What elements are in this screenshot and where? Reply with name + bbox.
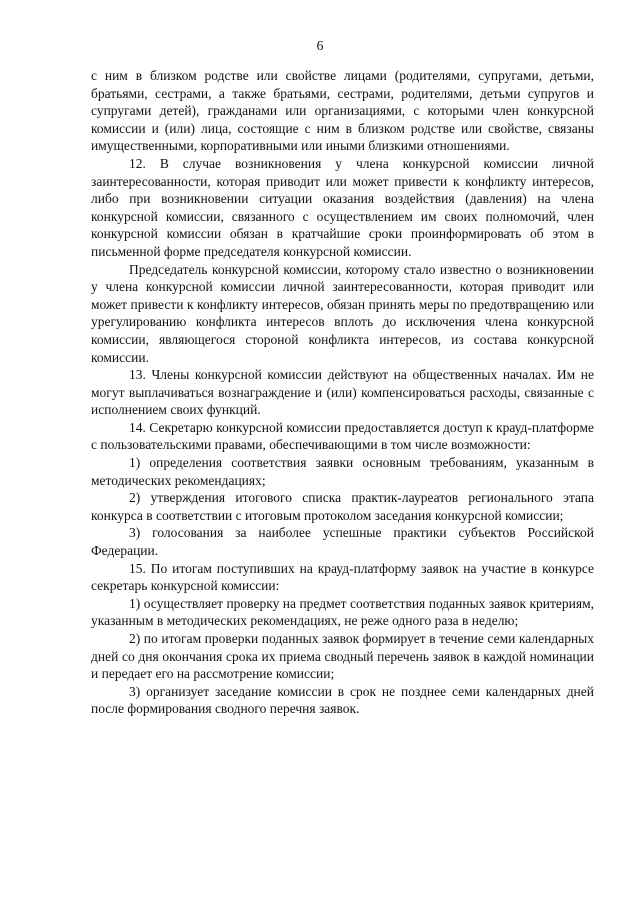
document-body [91,67,594,718]
page-number: 6 [316,38,324,53]
paragraph-continuation: с ним в близком родстве или свойстве лицами (родителями, супругами, детьми, братьями, сестрами, а также братьями, сестрами, родителями, детьми супругов и супругами детей), гражданами или организациями, с которыми член конкурсной комиссии и (или) лица, состоящие с ним в близком родстве или свойстве, связаны имущественными, корпоративными или иными близкими отношениями. [91,68,594,154]
paragraph-12: 12. В случае возникновения у члена конкурсной комиссии личной заинтересованности, которая приводит или может привести к конфликту интересов, либо при возникновении ситуации оказания воздействия (давления) на члена конкурсной комиссии, связанного с осуществлением им своих полномочий, член конкурсной комиссии обязан в кратчайшие сроки проинформировать об этом в письменной форме председателя конкурсной комиссии. [91,155,594,259]
paragraph-15-item-1: 1) осуществляет проверку на предмет соответствия поданных заявок критериям, указанным в методических рекомендациях, не реже одного раза в неделю; [91,595,594,629]
paragraph-15-item-3: 3) организует заседание комиссии в срок не позднее семи календарных дней после формирования сводного перечня заявок. [91,683,594,717]
paragraph-14-item-2: 2) утверждения итогового списка практик-лауреатов регионального этапа конкурса в соответствии с итоговым протоколом заседания конкурсной комиссии; [91,490,594,523]
paragraph-chairman: Председатель конкурсной комиссии, которому стало известно о возникновении у члена конкурсной комиссии личной заинтересованности, которая приводит или может привести к конфликту интересов, обязан принять меры по предотвращению или урегулированию конфликта интересов вплоть до исключения члена конкурсной комиссии, являющегося стороной конфликта интересов, из состава конкурсной комиссии. [91,261,594,365]
paragraph-15: 15. По итогам поступивших на крауд-платформу заявок на участие в конкурсе секретарь конкурсной комиссии: [91,560,594,594]
paragraph-14-item-3: 3) голосования за наиболее успешные практики субъектов Российской Федерации. [91,525,594,559]
paragraph-14: 14. Секретарю конкурсной комиссии предоставляется доступ к крауд-платформе с пользовательскими правами, обеспечивающими в том числе возможности: [91,419,594,453]
paragraph-14-item-1: 1) определения соответствия заявки основным требованиям, указанным в методических рекомендациях; [91,455,594,488]
paragraph-13: 13. Члены конкурсной комиссии действуют на общественных началах. Им не могут выплачиваться вознаграждение и (или) компенсироваться расходы, связанные с исполнением своих функций. [91,367,594,418]
paragraph-15-item-2: 2) по итогам проверки поданных заявок формирует в течение семи календарных дней со дня окончания срока их приема сводный перечень заявок в каждой номинации и передает его на рассмотрение комиссии; [91,631,594,682]
